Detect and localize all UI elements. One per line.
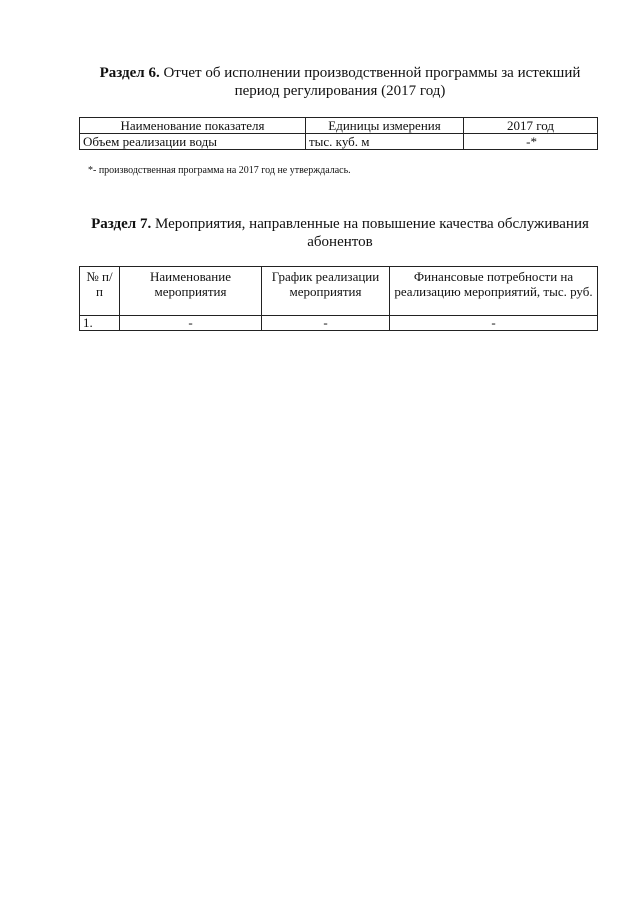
cell-measure-name: - (120, 316, 262, 331)
header-number: № п/п (80, 267, 120, 316)
footnote: *- производственная программа на 2017 год не утверждалась. (88, 165, 351, 176)
table-row (80, 316, 598, 331)
section-6-title (80, 64, 600, 100)
table-row (80, 134, 598, 150)
header-units: Единицы измерения (306, 118, 464, 134)
section-7-title (80, 215, 600, 251)
section-6-heading: Отчет об исполнении производственной программы за истекший период регулирования (2017 год) (163, 65, 581, 99)
table-header-row (80, 118, 598, 134)
header-measure-name: Наименование мероприятия (120, 267, 262, 316)
header-indicator-name: Наименование показателя (80, 118, 306, 134)
section-7-label: Раздел 7. (91, 216, 152, 232)
cell-number: 1. (80, 316, 120, 331)
cell-schedule: - (262, 316, 390, 331)
production-program-table (79, 117, 598, 150)
service-quality-measures-table (79, 266, 598, 331)
header-year: 2017 год (464, 118, 598, 134)
cell-indicator-name: Объем реализации воды (80, 134, 306, 150)
cell-year-value: -* (464, 134, 598, 150)
section-6-label: Раздел 6. (99, 65, 160, 81)
header-schedule: График реализации мероприятия (262, 267, 390, 316)
header-financial-needs: Финансовые потребности на реализацию мероприятий, тыс. руб. (390, 267, 598, 316)
cell-financial-needs: - (390, 316, 598, 331)
cell-units: тыс. куб. м (306, 134, 464, 150)
section-7-heading: Мероприятия, направленные на повышение качества обслуживания абонентов (154, 216, 589, 250)
table-header-row (80, 267, 598, 316)
